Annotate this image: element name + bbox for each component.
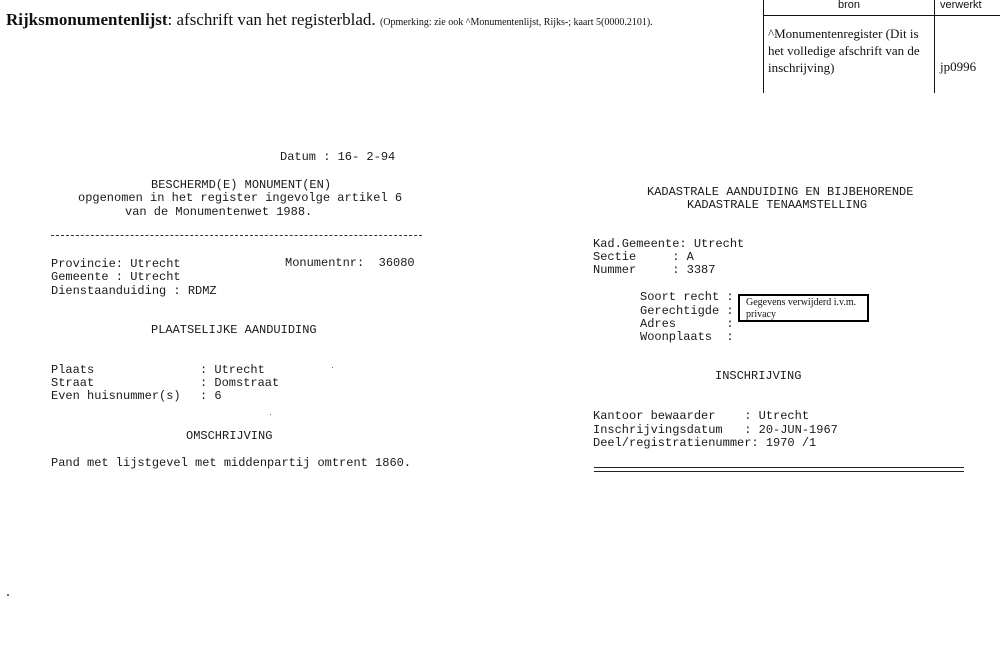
title-bold: Rijksmonumentenlijst	[6, 10, 168, 29]
datum: Datum : 16- 2-94	[280, 150, 396, 164]
sectie: Sectie : A	[593, 250, 694, 264]
woonplaats-label: Woonplaats :	[640, 330, 734, 344]
title-rest: : afschrift van het registerblad.	[167, 10, 376, 29]
huisnummer-value: : 6	[200, 389, 222, 403]
document-title	[6, 10, 653, 30]
bron-table	[763, 0, 1000, 93]
bron-header: bron	[837, 0, 861, 11]
monument-heading-1: BESCHERMD(E) MONUMENT(EN)	[151, 178, 332, 192]
scan-speck	[332, 367, 333, 368]
plaatselijke-aanduiding-heading: PLAATSELIJKE AANDUIDING	[151, 323, 317, 337]
huisnummer-label: Even huisnummer(s)	[51, 389, 181, 403]
provincie: Provincie: Utrecht	[51, 257, 181, 271]
monument-heading-3: van de Monumentenwet 1988.	[125, 205, 313, 219]
gemeente: Gemeente : Utrecht	[51, 270, 181, 284]
double-rule-divider	[594, 467, 964, 472]
plaats-label: Plaats	[51, 363, 95, 377]
monument-heading-2: opgenomen in het register ingevolge artikel 6	[78, 191, 403, 205]
registratienummer: Deel/registratienummer: 1970 /1	[593, 436, 817, 450]
verwerkt-value: jp0996	[940, 59, 977, 74]
soort-recht-label: Soort recht :	[640, 290, 734, 304]
plaats-value: : Utrecht	[200, 363, 265, 377]
gerechtigde-label: Gerechtigde :	[640, 304, 734, 318]
bron-text: ^Monumentenregister (Dit is het volledige afschrift van de inschrijving)	[768, 26, 920, 75]
omschrijving-text: Pand met lijstgevel met middenpartij omtrent 1860.	[51, 456, 412, 470]
bron-table-divider	[934, 0, 935, 93]
kadastrale-heading-2: KADASTRALE TENAAMSTELLING	[687, 198, 868, 212]
kadastrale-heading-1: KADASTRALE AANDUIDING EN BIJBEHORENDE	[647, 185, 914, 199]
dashed-divider	[51, 235, 422, 236]
monumentnr: Monumentnr: 36080	[285, 256, 415, 270]
inschrijvingsdatum: Inschrijvingsdatum : 20-JUN-1967	[593, 423, 838, 437]
nummer: Nummer : 3387	[593, 263, 716, 277]
inschrijving-heading: INSCHRIJVING	[715, 369, 802, 383]
verwerkt-header: verwerkt	[940, 0, 982, 11]
dienstaanduiding: Dienstaanduiding : RDMZ	[51, 284, 217, 298]
title-note: (Opmerking: zie ook ^Monumentenlijst, Rijks-; kaart 5(0000.2101).	[379, 17, 653, 28]
scan-speck	[7, 594, 9, 596]
privacy-notice-box: Gegevens verwijderd i.v.m. privacy	[738, 294, 869, 322]
adres-label: Adres :	[640, 317, 734, 331]
straat-label: Straat	[51, 376, 95, 390]
scan-speck	[270, 414, 271, 415]
straat-value: : Domstraat	[200, 376, 280, 390]
omschrijving-heading: OMSCHRIJVING	[186, 429, 273, 443]
kantoor-bewaarder: Kantoor bewaarder : Utrecht	[593, 409, 810, 423]
kad-gemeente: Kad.Gemeente: Utrecht	[593, 237, 745, 251]
